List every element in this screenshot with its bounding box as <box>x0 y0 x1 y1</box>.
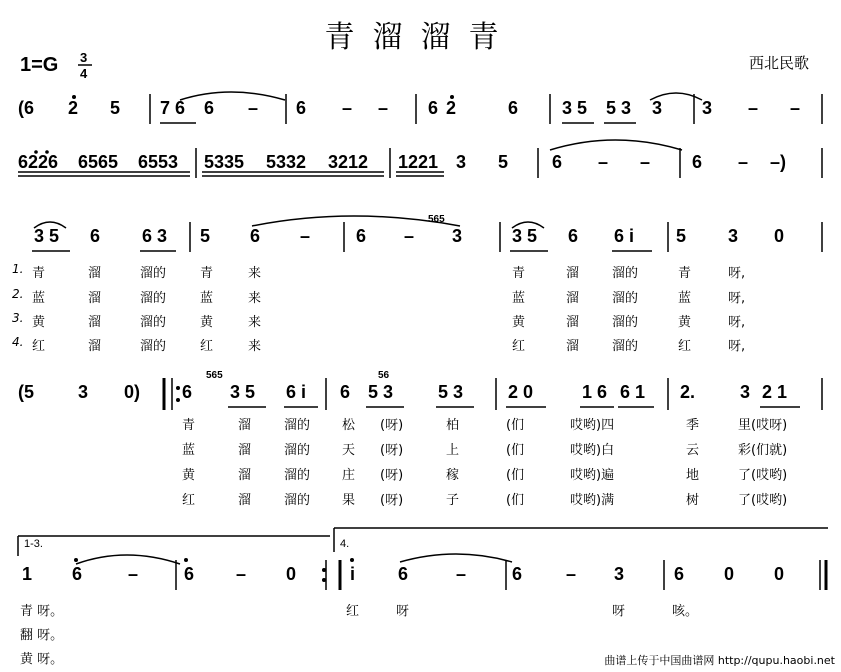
lyric: 柏 <box>446 418 460 433</box>
lyric: 里(哎呀) <box>738 418 788 433</box>
lyric: (们 <box>506 443 525 458</box>
note: 6 <box>184 564 195 584</box>
lyric: 溜的 <box>284 418 311 433</box>
note: 0 <box>774 226 785 246</box>
lyric: 天 <box>342 443 356 458</box>
lyric: 溜 <box>88 266 102 281</box>
note: – <box>738 152 749 172</box>
lyric: 蓝 <box>512 291 526 306</box>
note: – <box>342 98 353 118</box>
lyric: 溜的 <box>612 339 639 354</box>
lyric: 树 <box>686 493 700 508</box>
lyric: 红 <box>346 604 360 619</box>
ending-label: 1-3. <box>24 538 43 550</box>
website-credit: 曲谱上传于中国曲谱网 http://qupu.haobi.net <box>604 654 835 667</box>
grace-note: 56 <box>378 370 390 381</box>
note: 6 <box>356 226 367 246</box>
note: 6 1 <box>620 382 646 402</box>
lyric: 蓝 <box>182 443 196 458</box>
notation-line-3 <box>0 214 841 260</box>
note: 6 3 <box>142 226 168 246</box>
note: – <box>248 98 259 118</box>
note: (6 <box>18 98 35 118</box>
verse-number: 2. <box>12 287 24 301</box>
lyric: 子 <box>446 493 460 508</box>
note: 6 <box>674 564 685 584</box>
lyric: 溜 <box>238 468 252 483</box>
verse-number: 1. <box>12 262 24 276</box>
note: – <box>128 564 139 584</box>
note: 0 <box>724 564 735 584</box>
note: 6 <box>250 226 261 246</box>
note: 3 <box>728 226 739 246</box>
lyric: (呀) <box>380 468 404 483</box>
lyric: 青 <box>678 266 692 281</box>
note: 3 <box>740 382 751 402</box>
note: 6 <box>296 98 307 118</box>
note: 3 <box>614 564 625 584</box>
note: 5335 <box>204 152 245 172</box>
lyric: 果 <box>342 493 356 508</box>
note: 6 <box>552 152 563 172</box>
note: 0) <box>124 382 141 402</box>
lyric: 上 <box>446 443 460 458</box>
lyric: 溜的 <box>140 266 167 281</box>
note: i <box>350 564 356 584</box>
lyric: 呀, <box>728 291 746 306</box>
lyric: 溜的 <box>140 315 167 330</box>
note: – <box>456 564 467 584</box>
lyric: 彩(们就) <box>738 443 788 458</box>
lyric: 溜 <box>566 266 580 281</box>
lyric: 溜 <box>88 339 102 354</box>
note: 7 6 <box>160 98 186 118</box>
lyric: (们 <box>506 468 525 483</box>
note: 3 <box>702 98 713 118</box>
lyric: 蓝 <box>32 291 46 306</box>
note: 2 <box>68 98 79 118</box>
lyric: (们 <box>506 418 525 433</box>
lyric: 咳。 <box>672 604 699 619</box>
lyric: 黄 呀。 <box>20 652 64 667</box>
note: 5 <box>498 152 509 172</box>
note: 2. <box>680 382 696 402</box>
lyric: 红 <box>200 339 214 354</box>
note: 6 i <box>614 226 635 246</box>
lyric: 呀, <box>728 315 746 330</box>
note: – <box>748 98 759 118</box>
note: 6 <box>90 226 101 246</box>
note: – <box>640 152 651 172</box>
note: 5 3 <box>368 382 394 402</box>
lyric: 了(哎哟) <box>738 468 788 483</box>
svg-text:4: 4 <box>80 66 88 81</box>
note: 3212 <box>328 152 369 172</box>
note: 3 5 <box>230 382 256 402</box>
lyric: 黄 <box>678 315 692 330</box>
note: – <box>598 152 609 172</box>
lyric: 哎哟)四 <box>570 418 615 433</box>
notation-line-5 <box>0 538 841 598</box>
lyric: 青 <box>182 418 196 433</box>
note: 3 <box>78 382 89 402</box>
note: 6565 <box>78 152 119 172</box>
lyric: 黄 <box>182 468 196 483</box>
note: –) <box>770 152 787 172</box>
lyric: 来 <box>248 339 262 354</box>
note: 0 <box>286 564 297 584</box>
lyric: 呀, <box>728 339 746 354</box>
lyric: 溜的 <box>612 291 639 306</box>
note: – <box>566 564 577 584</box>
note: 3 <box>456 152 467 172</box>
lyric: 庄 <box>342 468 356 483</box>
lyric: 青 <box>512 266 526 281</box>
lyric: 蓝 <box>200 291 214 306</box>
note: 3 <box>452 226 463 246</box>
note: 1 <box>22 564 33 584</box>
lyric: 溜 <box>566 291 580 306</box>
note: 6 <box>204 98 215 118</box>
lyric: 哎哟)白 <box>570 443 615 458</box>
lyric: 溜的 <box>284 468 311 483</box>
lyric: 溜 <box>88 315 102 330</box>
note: – <box>790 98 801 118</box>
note: – <box>236 564 247 584</box>
note: 2 0 <box>508 382 534 402</box>
lyric: 哎哟)遍 <box>570 468 615 483</box>
lyric: 溜的 <box>140 291 167 306</box>
note: 5 <box>110 98 121 118</box>
lyric: 松 <box>342 418 356 433</box>
note: 3 5 <box>512 226 538 246</box>
lyric: 黄 <box>32 315 46 330</box>
note: 3 5 <box>562 98 588 118</box>
lyric: 红 <box>182 493 196 508</box>
note: 5 3 <box>438 382 464 402</box>
note: 2 <box>446 98 457 118</box>
note: 6 <box>340 382 351 402</box>
lyric: 哎哟)满 <box>570 493 615 508</box>
note: 6 <box>398 564 409 584</box>
note: 1 6 <box>582 382 608 402</box>
note: 6 <box>508 98 519 118</box>
lyric: 青 呀。 <box>20 604 64 619</box>
lyric: 黄 <box>200 315 214 330</box>
song-origin: 西北民歌 <box>748 54 809 72</box>
lyric: (呀) <box>380 418 404 433</box>
note: 2 1 <box>762 382 788 402</box>
lyric: 地 <box>686 468 700 483</box>
note: 0 <box>774 564 785 584</box>
lyric: 季 <box>686 418 700 433</box>
note: 5 3 <box>606 98 632 118</box>
lyric: 来 <box>248 315 262 330</box>
lyric: 呀 <box>612 604 626 619</box>
lyric: 红 <box>678 339 692 354</box>
lyric: 溜的 <box>612 315 639 330</box>
lyric: 红 <box>32 339 46 354</box>
page-title: 青溜溜青 <box>324 20 517 55</box>
note: 5 <box>676 226 687 246</box>
note: – <box>300 226 311 246</box>
lyric: 来 <box>248 291 262 306</box>
lyric: 溜 <box>566 315 580 330</box>
note: 3 <box>652 98 663 118</box>
lyric: 云 <box>686 443 700 458</box>
note: 5332 <box>266 152 307 172</box>
lyric: 溜 <box>238 493 252 508</box>
lyric: 稼 <box>446 468 460 483</box>
lyric: 黄 <box>512 315 526 330</box>
notation-line-4 <box>0 370 841 416</box>
lyric: 溜 <box>238 443 252 458</box>
ending-label: 4. <box>340 538 350 550</box>
svg-text:3: 3 <box>80 50 88 65</box>
lyric: 溜的 <box>612 266 639 281</box>
grace-note: 565 <box>428 214 445 225</box>
verse-number: 3. <box>12 311 24 325</box>
note: 3 5 <box>34 226 60 246</box>
lyric: 青 <box>32 266 46 281</box>
note: 6 <box>428 98 439 118</box>
lyric: 呀, <box>728 266 746 281</box>
lyric: 溜 <box>88 291 102 306</box>
verse-number: 4. <box>12 335 24 349</box>
note: 6 <box>568 226 579 246</box>
note: 1221 <box>398 152 439 172</box>
note: – <box>404 226 415 246</box>
lyric: 来 <box>248 266 262 281</box>
note: 5 <box>200 226 211 246</box>
lyric: 溜 <box>566 339 580 354</box>
lyric: 青 <box>200 266 214 281</box>
note: 6 <box>692 152 703 172</box>
note: (5 <box>18 382 35 402</box>
lyric: (呀) <box>380 443 404 458</box>
lyric: 红 <box>512 339 526 354</box>
lyric: 蓝 <box>678 291 692 306</box>
note: – <box>378 98 389 118</box>
lyric: 溜 <box>238 418 252 433</box>
lyric: 呀 <box>396 604 410 619</box>
notation-line-2 <box>0 152 841 186</box>
lyric: 溜的 <box>140 339 167 354</box>
note: 6 <box>512 564 523 584</box>
note: 6 <box>72 564 83 584</box>
note: 6 i <box>286 382 307 402</box>
notation-line-1 <box>0 98 841 132</box>
lyric: (们 <box>506 493 525 508</box>
note: 6553 <box>138 152 179 172</box>
grace-note: 565 <box>206 370 223 381</box>
note: 6226 <box>18 152 59 172</box>
note: 6 <box>182 382 193 402</box>
lyric: 溜的 <box>284 443 311 458</box>
lyric: 翻 呀。 <box>20 628 64 643</box>
key-signature: 1=G <box>20 54 59 76</box>
lyric: 溜的 <box>284 493 311 508</box>
lyric: 了(哎哟) <box>738 493 788 508</box>
lyric: (呀) <box>380 493 404 508</box>
